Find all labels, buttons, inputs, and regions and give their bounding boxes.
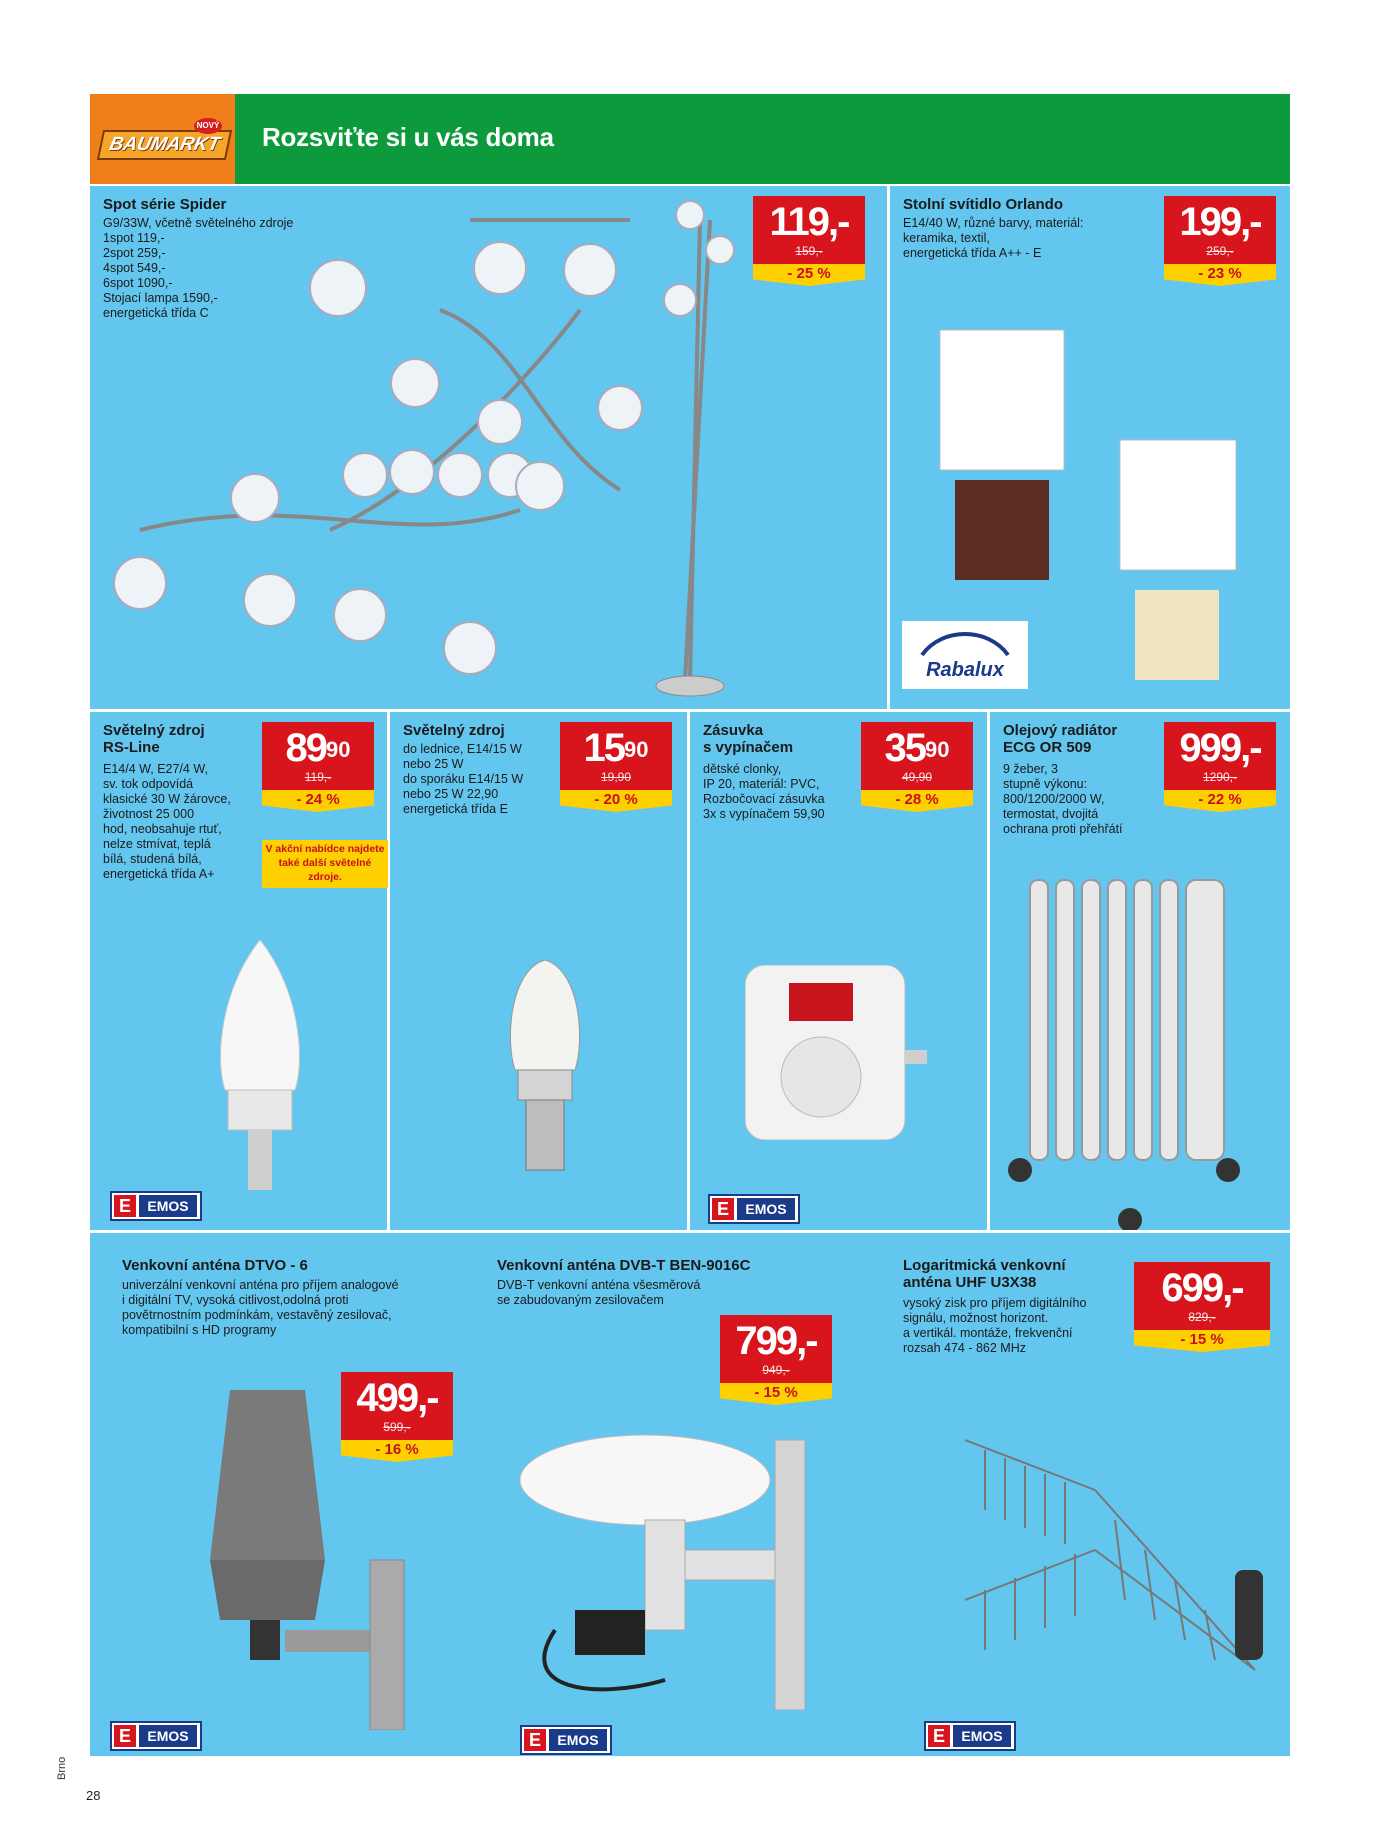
price-tag bbox=[560, 722, 672, 822]
product-title: Venkovní anténa DTVO - 6 bbox=[122, 1257, 308, 1274]
discount: - 28 % bbox=[895, 791, 939, 808]
socket-image bbox=[745, 965, 935, 1140]
emos-logo bbox=[110, 1191, 202, 1221]
emos-logo bbox=[924, 1721, 1016, 1751]
discount: - 16 % bbox=[375, 1441, 419, 1458]
old-price: 159,- bbox=[795, 244, 823, 258]
product-title: Světelný zdroj RS-Line bbox=[103, 722, 205, 756]
discount: - 15 % bbox=[754, 1384, 798, 1401]
spot-lights-image bbox=[100, 190, 790, 700]
emos-logo-text: EMOS bbox=[737, 1198, 795, 1220]
price-tag bbox=[720, 1315, 832, 1415]
uhf-antenna-image bbox=[945, 1420, 1275, 1710]
price-tag bbox=[1134, 1262, 1270, 1362]
rabalux-logo-text: Rabalux bbox=[926, 659, 1004, 681]
discount: - 15 % bbox=[1180, 1331, 1224, 1348]
fridge-bulb-image bbox=[500, 960, 590, 1180]
price: 799,- bbox=[735, 1319, 817, 1363]
product-title: Stolní svítidlo Orlando bbox=[903, 196, 1064, 213]
old-price: 949,- bbox=[762, 1363, 790, 1377]
promo-note: V akční nabídce najdete také další světelné zdroje. bbox=[262, 840, 388, 888]
logo-badge: NOVÝ bbox=[194, 118, 222, 134]
price-tag bbox=[861, 722, 973, 822]
old-price: 1290,- bbox=[1202, 770, 1238, 784]
product-description: E14/40 W, různé barvy, materiál: keramika, textil, energetická třída A++ - E bbox=[903, 216, 1084, 260]
rabalux-logo bbox=[902, 621, 1028, 689]
old-price: 119,- bbox=[304, 770, 332, 784]
emos-logo-text: EMOS bbox=[549, 1729, 607, 1751]
led-candle-bulb-image bbox=[210, 940, 310, 1210]
product-title: Olejový radiátor ECG OR 509 bbox=[1003, 722, 1118, 756]
emos-logo bbox=[110, 1721, 202, 1751]
emos-logo-letter: E bbox=[114, 1725, 136, 1747]
old-price: 599,- bbox=[383, 1420, 411, 1434]
emos-logo-letter: E bbox=[524, 1729, 546, 1751]
discount: - 25 % bbox=[787, 265, 831, 282]
price-cents: 90 bbox=[624, 737, 649, 762]
page-header bbox=[90, 94, 1290, 184]
product-description: do lednice, E14/15 W nebo 25 W do sporáku E14/15 W nebo 25 W 22,90 energetická třída E bbox=[403, 742, 524, 816]
logo-text: BAUMARKT bbox=[97, 130, 232, 160]
oil-radiator-image bbox=[1000, 870, 1250, 1230]
emos-logo-letter: E bbox=[114, 1195, 136, 1217]
product-title: Logaritmická venkovní anténa UHF U3X38 bbox=[903, 1257, 1066, 1291]
emos-logo-letter: E bbox=[928, 1725, 950, 1747]
emos-logo-text: EMOS bbox=[953, 1725, 1011, 1747]
price-cents: 90 bbox=[925, 737, 950, 762]
price-tag bbox=[262, 722, 374, 822]
page-title: Rozsviťte si u vás doma bbox=[262, 122, 554, 152]
discount: - 24 % bbox=[296, 791, 340, 808]
price-main: 15 bbox=[583, 726, 624, 770]
product-title: Venkovní anténa DVB-T BEN-9016C bbox=[497, 1257, 751, 1274]
discount: - 22 % bbox=[1198, 791, 1242, 808]
emos-logo-letter: E bbox=[712, 1198, 734, 1220]
old-price: 19,90 bbox=[600, 770, 632, 784]
product-description: E14/4 W, E27/4 W, sv. tok odpovídá klasické 30 W žárovce, životnost 25 000 hod, neobsahuje rtuť, nelze stmívat, teplá bílá, studená bílá, energetická třída A+ bbox=[103, 762, 231, 881]
price: 199,- bbox=[1179, 200, 1261, 244]
product-description: G9/33W, včetně světelného zdroje 1spot 119,- 2spot 259,- 4spot 549,- 6spot 1090,- Stojací lampa 1590,- energetická třída C bbox=[103, 216, 294, 320]
price-cents: 90 bbox=[326, 737, 351, 762]
price: 699,- bbox=[1161, 1266, 1243, 1310]
price-tag bbox=[1164, 196, 1276, 296]
old-price: 49,90 bbox=[901, 770, 933, 784]
product-description: dětské clonky, IP 20, materiál: PVC, Rozbočovací zásuvka 3x s vypínačem 59,90 bbox=[703, 762, 825, 821]
product-title: Zásuvka s vypínačem bbox=[703, 722, 794, 756]
dvbt-antenna-image bbox=[515, 1430, 825, 1710]
price: 499,- bbox=[356, 1376, 438, 1420]
product-title: Spot série Spider bbox=[103, 196, 227, 213]
product-description: DVB-T venkovní anténa všesměrová se zabudovaným zesilovačem bbox=[497, 1278, 701, 1307]
price: 119,- bbox=[769, 200, 849, 244]
product-description: vysoký zisk pro příjem digitálního signálu, možnost horizont. a vertikál. montáže, frekvenční rozsah 474 - 862 MHz bbox=[903, 1296, 1087, 1355]
emos-logo bbox=[520, 1725, 612, 1755]
old-price: 829,- bbox=[1188, 1310, 1216, 1324]
product-description: univerzální venkovní anténa pro příjem analogové i digitální TV, vysoká citlivost,odolná proti povětrnostním podmínkám, vestavěný zesilovač, kompatibilní s HD programy bbox=[122, 1278, 399, 1337]
discount: - 20 % bbox=[594, 791, 638, 808]
emos-logo-text: EMOS bbox=[139, 1725, 197, 1747]
product-description: 9 žeber, 3 stupně výkonu: 800/1200/2000 W, termostat, dvojitá ochrana proti přehřátí bbox=[1003, 762, 1123, 836]
price: 999,- bbox=[1179, 726, 1261, 770]
page-number: 28 bbox=[86, 1788, 101, 1803]
dtvo-antenna-image bbox=[210, 1390, 440, 1730]
emos-logo-text: EMOS bbox=[139, 1195, 197, 1217]
price-main: 35 bbox=[884, 726, 925, 770]
price-main: 89 bbox=[285, 726, 326, 770]
old-price: 259,- bbox=[1206, 244, 1234, 258]
edition-label: Brno bbox=[56, 1756, 68, 1780]
baumarkt-logo bbox=[90, 94, 235, 184]
price-tag bbox=[1164, 722, 1276, 822]
discount: - 23 % bbox=[1198, 265, 1242, 282]
emos-logo bbox=[708, 1194, 800, 1224]
product-title: Světelný zdroj bbox=[403, 722, 505, 739]
